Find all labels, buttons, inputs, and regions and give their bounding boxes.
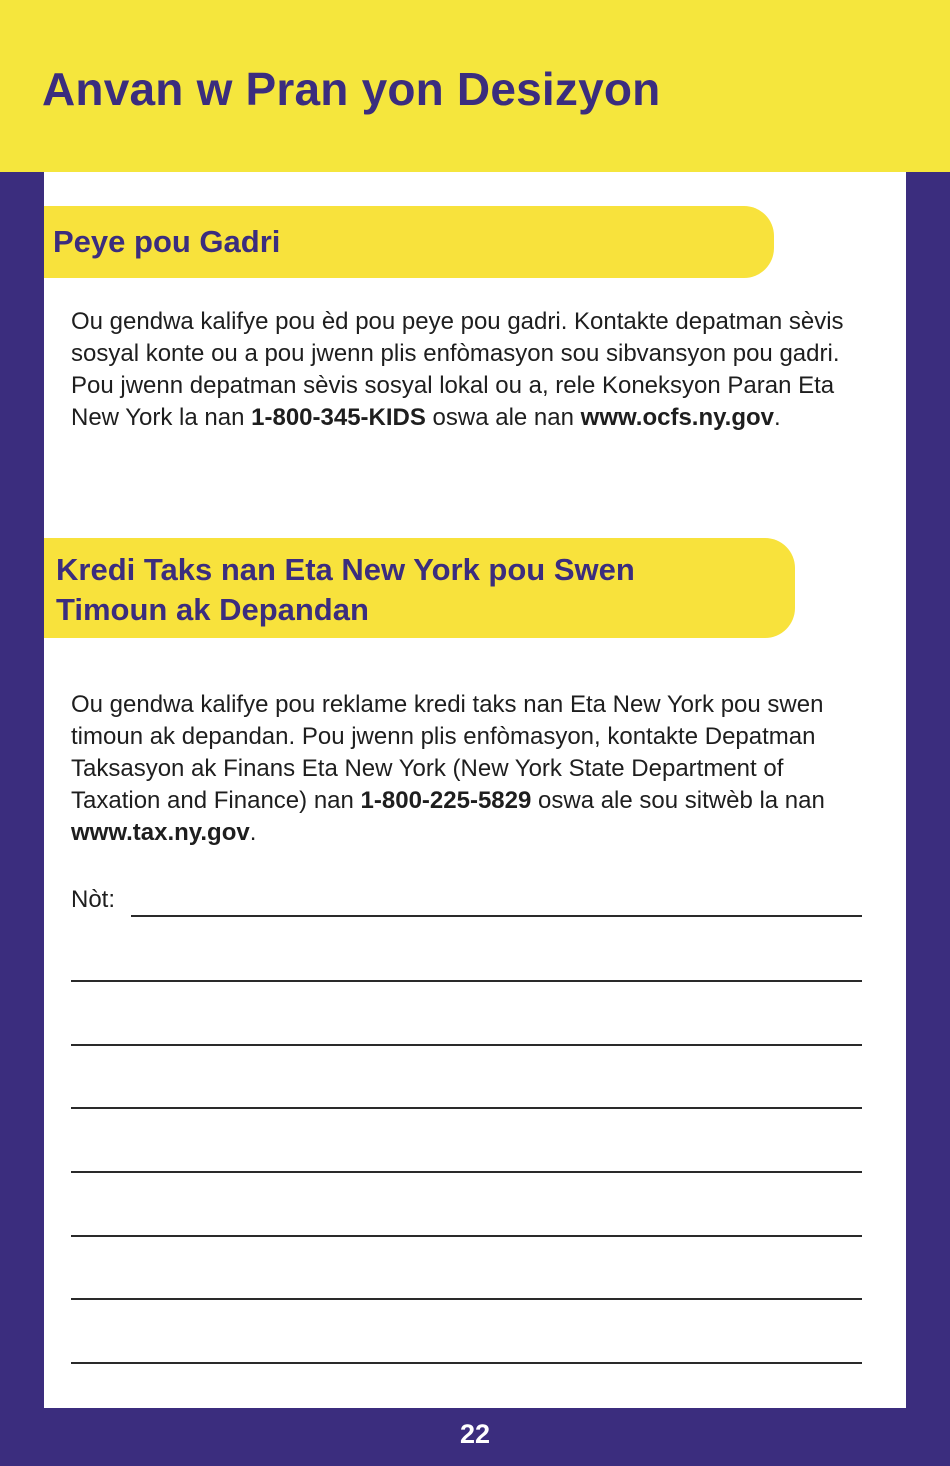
notes-line [71,980,862,982]
notes-line [71,1171,862,1173]
page-title: Anvan w Pran yon Desizyon [42,63,661,115]
website-url: www.tax.ny.gov [71,819,250,846]
section-heading-childcare [44,206,774,278]
section-heading-tax-credit [44,538,795,638]
section-body-tax-credit: Ou gendwa kalifye pou reklame kredi taks nan Eta New York pou swen timoun ak depandan. Pou jwenn plis enfòmasyon, kontakte Depatman Taksasyon ak Finans Eta New York (New York State Department of Taxation and Finance) nan 1-800-225-5829 oswa ale sou sitwèb la nan www.tax.ny.gov. [71,691,825,846]
page-number: 22 [459,1419,491,1449]
website-url: www.ocfs.ny.gov [580,404,775,431]
section-body-childcare: Ou gendwa kalifye pou èd pou peye pou gadri. Kontakte depatman sèvis sosyal konte ou a pou jwenn plis enfòmasyon sou sibvansyon pou gadri. Pou jwenn depatman sèvis sosyal lokal ou a, rele Koneksyon Paran Eta New York la nan 1-800-345-KIDS oswa ale nan www.ocfs.ny.gov. [71,308,844,431]
notes-line [71,1044,862,1046]
notes-line [71,1298,862,1300]
section-heading-childcare-text: Peye pou Gadri [53,224,281,259]
notes-label: Nòt: [71,886,116,913]
section-heading-tax-credit-line1: Kredi Taks nan Eta New York pou Swen [56,552,635,587]
section-heading-tax-credit-line2: Timoun ak Depandan [56,592,369,627]
phone-number: 1-800-225-5829 [360,787,532,814]
header-bar [0,0,950,172]
phone-number: 1-800-345-KIDS [251,404,426,431]
notes-line [71,1235,862,1237]
notes-line [71,1107,862,1109]
notes-line [71,1362,862,1364]
notes-line [131,915,862,917]
